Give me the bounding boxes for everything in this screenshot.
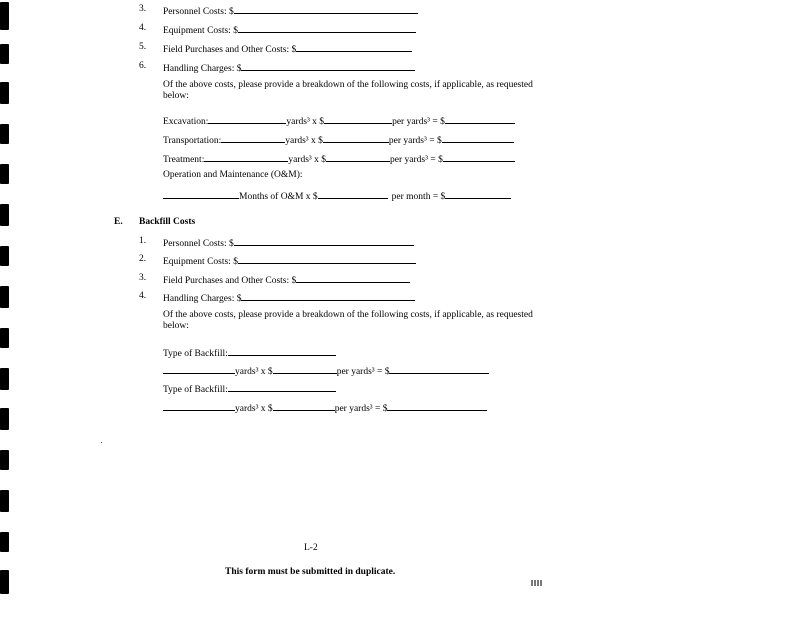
field-purchases-field[interactable] [296,42,412,52]
item-number: 2. [139,254,147,264]
backfill-calc-row [163,401,487,415]
field-purchases-row [163,42,412,56]
page-number: L-2 [304,543,318,553]
binding-punch-marks [0,0,12,618]
backfill-yards-field[interactable] [163,364,235,374]
om-rate-field[interactable] [318,189,388,199]
backfill-type-row [163,382,336,396]
backfill-type-field[interactable] [228,382,336,392]
punch-mark [0,246,9,266]
handling-charges-label: Handling Charges: $ [163,64,242,74]
backfill-type-field[interactable] [228,346,336,356]
punch-mark [0,286,9,308]
item-number: 5. [139,42,147,52]
excavation-per-text: per yards³ = $ [392,117,445,127]
om-row [163,189,511,203]
item-number: 1. [139,236,147,246]
backfill-equipment-field[interactable] [238,254,416,264]
excavation-label: Excavation: [163,117,209,127]
backfill-type-label: Type of Backfill: [163,385,228,395]
punch-mark [0,490,9,512]
backfill-per-text: per yards³ = $ [334,404,388,414]
backfill-type-row [163,346,336,360]
punch-mark [0,82,9,104]
section-e-letter: E. [114,217,123,227]
backfill-personnel-label: Personnel Costs: $ [163,239,234,249]
backfill-type-label: Type of Backfill: [163,349,228,359]
excavation-rate-field[interactable] [324,114,392,124]
equipment-costs-field[interactable] [238,23,416,33]
handling-charges-row [163,61,415,75]
transportation-label: Transportation: [163,136,222,146]
excavation-row [163,114,515,128]
breakdown-note: Of the above costs, please provide a breakdown of the following costs, if applicable, as requested [163,80,533,90]
item-number: 4. [139,291,147,301]
personnel-costs-label: Personnel Costs: $ [163,7,234,17]
backfill-yards-text: yards³ x $ [235,404,273,414]
equipment-costs-label: Equipment Costs: $ [163,26,238,36]
backfill-handling-label: Handling Charges: $ [163,294,242,304]
backfill-per-text: per yards³ = $ [336,367,390,377]
punch-mark [0,450,9,470]
backfill-yards-field[interactable] [163,401,235,411]
om-heading: Operation and Maintenance (O&M): [163,170,303,180]
backfill-field-purchases-label: Field Purchases and Other Costs: $ [163,276,297,286]
treatment-label: Treatment: [163,155,205,165]
backfill-equipment-label: Equipment Costs: $ [163,257,238,267]
punch-mark [0,408,9,430]
backfill-total-field[interactable] [387,401,487,411]
backfill-personnel-row [163,236,414,250]
scan-stamp-icon [531,580,543,586]
transportation-yards-field[interactable] [221,133,285,143]
treatment-yards-text: yards³ x $ [288,155,327,165]
backfill-personnel-field[interactable] [234,236,414,246]
handling-charges-field[interactable] [241,61,415,71]
scan-speck [101,442,102,443]
backfill-calc-row [163,364,489,378]
backfill-breakdown-note: below: [163,321,189,331]
backfill-equipment-row [163,254,416,268]
punch-mark [0,328,9,348]
punch-mark [0,164,9,184]
item-number: 6. [139,61,147,71]
om-months-field[interactable] [163,189,239,199]
transportation-row [163,133,514,147]
excavation-yards-text: yards³ x $ [286,117,325,127]
punch-mark [0,368,9,390]
treatment-rate-field[interactable] [326,152,390,162]
duplicate-submission-note: This form must be submitted in duplicate. [225,567,396,577]
treatment-yards-field[interactable] [204,152,288,162]
om-per-text: per month = $ [391,192,446,202]
excavation-yards-field[interactable] [208,114,286,124]
punch-mark [0,204,9,226]
punch-mark [0,124,9,144]
treatment-per-text: per yards³ = $ [390,155,443,165]
breakdown-note: below: [163,91,189,101]
personnel-costs-row [163,4,418,18]
punch-mark [0,570,9,594]
backfill-handling-field[interactable] [241,291,415,301]
treatment-total-field[interactable] [443,152,515,162]
section-e-title: Backfill Costs [139,217,196,227]
excavation-total-field[interactable] [445,114,515,124]
om-months-text: Months of O&M x $ [239,192,318,202]
field-purchases-label: Field Purchases and Other Costs: $ [163,45,297,55]
backfill-total-field[interactable] [389,364,489,374]
item-number: 4. [139,23,147,33]
transportation-yards-text: yards³ x $ [285,136,323,146]
personnel-costs-field[interactable] [234,4,418,14]
transportation-per-text: per yards³ = $ [388,136,442,146]
backfill-rate-field[interactable] [273,401,335,411]
backfill-rate-field[interactable] [273,364,337,374]
item-number: 3. [139,4,147,14]
transportation-total-field[interactable] [442,133,514,143]
backfill-field-purchases-field[interactable] [296,273,410,283]
transportation-rate-field[interactable] [323,133,389,143]
punch-mark [0,2,9,30]
treatment-row [163,152,515,166]
equipment-costs-row [163,23,416,37]
backfill-field-purchases-row [163,273,410,287]
item-number: 3. [139,273,147,283]
punch-mark [0,532,9,552]
punch-mark [0,44,9,64]
backfill-yards-text: yards³ x $ [235,367,273,377]
backfill-handling-row [163,291,415,305]
backfill-breakdown-note: Of the above costs, please provide a breakdown of the following costs, if applicable, as requested [163,310,533,320]
om-total-field[interactable] [445,189,511,199]
